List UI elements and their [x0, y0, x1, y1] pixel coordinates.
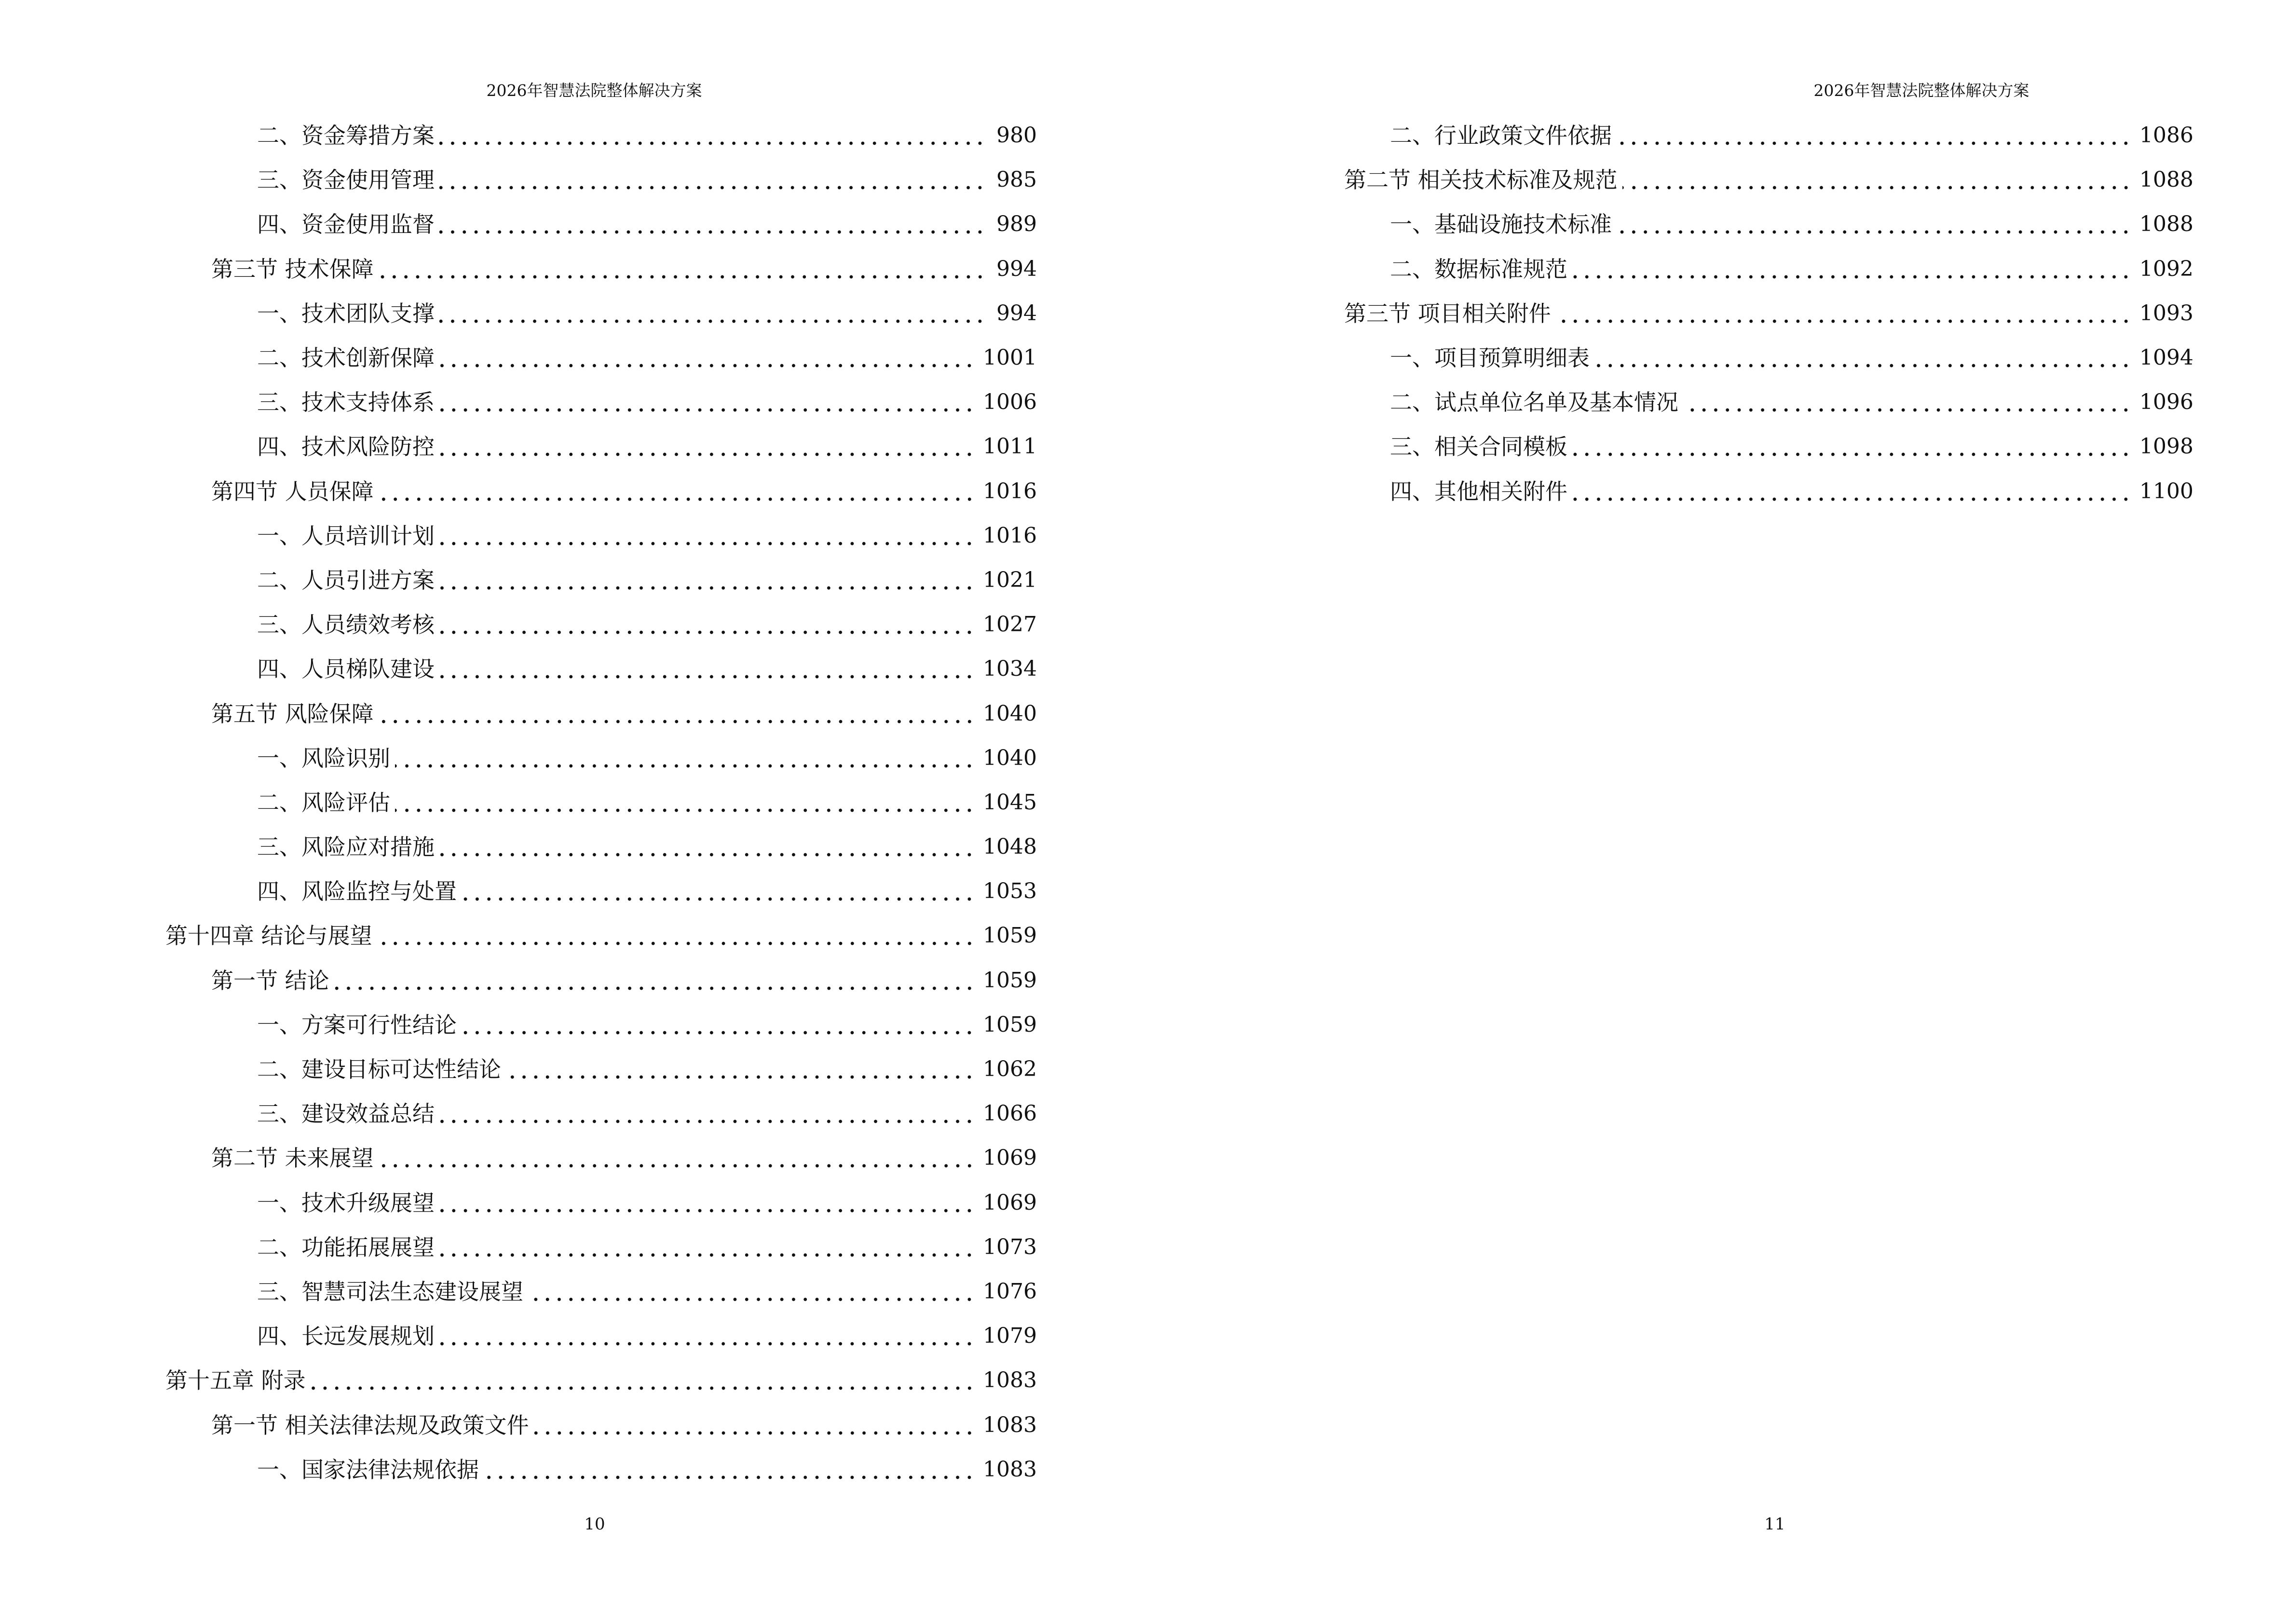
toc-entry-title: 四、风险监控与处置 — [257, 869, 462, 914]
toc-subsection-entry[interactable] — [0, 825, 1037, 869]
toc-subsection-entry[interactable] — [0, 380, 1037, 424]
toc-entry-title: 第十四章 结论与展望 — [165, 914, 377, 958]
toc-entry-page-number: 1079 — [983, 1324, 1037, 1349]
toc-entry-title: 一、技术升级展望 — [257, 1181, 439, 1225]
toc-entry-title: 一、方案可行性结论 — [257, 1003, 462, 1047]
toc-section-entry[interactable] — [0, 1403, 1037, 1447]
toc-entry-title: 三、智慧司法生态建设展望 — [257, 1269, 528, 1314]
toc-section-entry[interactable] — [0, 958, 1037, 1003]
toc-subsection-entry[interactable] — [0, 780, 1037, 825]
toc-entry-title: 一、国家法律法规依据 — [257, 1447, 484, 1492]
toc-entry-page-number: 1001 — [983, 345, 1037, 370]
toc-entry-title: 一、风险识别 — [257, 736, 395, 780]
toc-entry-title: 第一节 相关法律法规及政策文件 — [211, 1403, 534, 1447]
toc-subsection-entry[interactable] — [0, 336, 1037, 380]
toc-entry-page-number: 1069 — [983, 1146, 1037, 1171]
toc-subsection-entry[interactable] — [0, 291, 1037, 336]
toc-entry-title: 第五节 风险保障 — [211, 692, 379, 736]
toc-entry-page-number: 1092 — [2139, 256, 2193, 281]
toc-entry-title: 四、其他相关附件 — [1390, 469, 1572, 514]
toc-entry-page-number: 1048 — [983, 834, 1037, 860]
toc-entry-title: 一、项目预算明细表 — [1390, 336, 1594, 380]
dot-leader — [439, 1181, 975, 1225]
toc-subsection-entry[interactable] — [0, 1225, 1037, 1269]
dot-leader — [439, 202, 986, 246]
toc-entry-page-number: 1016 — [983, 523, 1037, 548]
toc-subsection-entry[interactable] — [0, 424, 1037, 469]
toc-entry-title: 第四节 人员保障 — [211, 469, 379, 514]
toc-subsection-entry[interactable] — [0, 514, 1037, 558]
toc-subsection-entry[interactable] — [1144, 380, 2193, 424]
dot-leader — [534, 1403, 975, 1447]
dot-leader — [1594, 336, 2132, 380]
dot-leader — [439, 291, 986, 336]
toc-entry-title: 二、试点单位名单及基本情况 — [1390, 380, 1683, 424]
toc-entry-title: 第一节 结论 — [211, 958, 334, 1003]
toc-section-entry[interactable] — [0, 469, 1037, 514]
toc-entry-page-number: 1088 — [2139, 212, 2193, 237]
toc-entry-title: 三、相关合同模板 — [1390, 424, 1572, 469]
toc-entry-page-number: 1062 — [983, 1057, 1037, 1082]
toc-entry-page-number: 1083 — [983, 1412, 1037, 1437]
dot-leader — [395, 736, 975, 780]
dot-leader — [1572, 247, 2132, 291]
toc-subsection-entry[interactable] — [0, 1181, 1037, 1225]
toc-subsection-entry[interactable] — [1144, 113, 2193, 158]
dot-leader — [439, 1314, 975, 1358]
dot-leader — [395, 780, 975, 825]
toc-entry-title: 一、基础设施技术标准 — [1390, 202, 1617, 246]
toc-entry-page-number: 985 — [996, 167, 1037, 192]
running-header: 2026年智慧法院整体解决方案 — [1813, 81, 2029, 100]
toc-entry-title: 三、建设效益总结 — [257, 1092, 439, 1136]
toc-section-entry[interactable] — [0, 691, 1037, 736]
table-of-contents — [1144, 113, 2193, 514]
toc-entry-title: 四、长远发展规划 — [257, 1314, 439, 1358]
dot-leader — [1622, 158, 2132, 202]
dot-leader — [528, 1269, 975, 1314]
dot-leader — [439, 825, 975, 869]
toc-section-entry[interactable] — [1144, 291, 2193, 336]
toc-section-entry[interactable] — [0, 1136, 1037, 1180]
toc-subsection-entry[interactable] — [0, 736, 1037, 780]
dot-leader — [439, 602, 975, 647]
toc-subsection-entry[interactable] — [0, 113, 1037, 158]
dot-leader — [1572, 424, 2132, 469]
toc-entry-title: 第十五章 附录 — [165, 1358, 311, 1403]
dot-leader — [439, 1225, 975, 1269]
toc-entry-title: 二、建设目标可达性结论 — [257, 1047, 506, 1092]
toc-entry-page-number: 1083 — [983, 1457, 1037, 1482]
dot-leader — [462, 1003, 975, 1047]
dot-leader — [506, 1047, 975, 1092]
dot-leader — [311, 1358, 975, 1403]
dot-leader — [1617, 113, 2132, 158]
toc-subsection-entry[interactable] — [1144, 247, 2193, 291]
toc-section-entry[interactable] — [0, 247, 1037, 291]
toc-chapter-entry[interactable] — [0, 914, 1037, 958]
toc-chapter-entry[interactable] — [0, 1358, 1037, 1403]
toc-entry-title: 二、资金筹措方案 — [257, 113, 439, 158]
toc-entry-page-number: 1053 — [983, 879, 1037, 904]
toc-entry-page-number: 1040 — [983, 701, 1037, 726]
toc-entry-page-number: 1059 — [983, 1012, 1037, 1037]
toc-subsection-entry[interactable] — [0, 869, 1037, 914]
toc-entry-page-number: 1021 — [983, 567, 1037, 592]
toc-entry-page-number: 1094 — [2139, 345, 2193, 370]
toc-entry-page-number: 1027 — [983, 612, 1037, 637]
toc-entry-page-number: 1069 — [983, 1190, 1037, 1215]
toc-entry-page-number: 1059 — [983, 923, 1037, 948]
toc-entry-page-number: 994 — [996, 300, 1037, 326]
toc-entry-page-number: 1083 — [983, 1368, 1037, 1393]
toc-entry-title: 四、资金使用监督 — [257, 202, 439, 246]
toc-entry-page-number: 1100 — [2139, 478, 2193, 504]
dot-leader — [379, 469, 975, 514]
toc-subsection-entry[interactable] — [0, 602, 1037, 647]
toc-entry-title: 一、人员培训计划 — [257, 514, 439, 558]
toc-entry-page-number: 1073 — [983, 1234, 1037, 1259]
toc-entry-title: 第二节 未来展望 — [211, 1136, 379, 1180]
toc-entry-title: 三、资金使用管理 — [257, 158, 439, 202]
toc-entry-title: 二、人员引进方案 — [257, 558, 439, 602]
dot-leader — [439, 514, 975, 558]
dot-leader — [439, 1092, 975, 1136]
dot-leader — [439, 158, 986, 202]
toc-entry-title: 三、技术支持体系 — [257, 380, 439, 424]
toc-subsection-entry[interactable] — [0, 1047, 1037, 1092]
toc-subsection-entry[interactable] — [0, 647, 1037, 691]
toc-entry-title: 三、风险应对措施 — [257, 825, 439, 869]
toc-entry-page-number: 1045 — [983, 790, 1037, 815]
dot-leader — [439, 647, 975, 691]
toc-entry-page-number: 1076 — [983, 1279, 1037, 1304]
toc-section-entry[interactable] — [1144, 158, 2193, 202]
toc-entry-title: 第三节 技术保障 — [211, 247, 379, 291]
toc-subsection-entry[interactable] — [0, 158, 1037, 202]
page-number: 10 — [584, 1515, 605, 1534]
toc-entry-title: 一、技术团队支撑 — [257, 291, 439, 336]
toc-subsection-entry[interactable] — [0, 1003, 1037, 1047]
toc-entry-title: 第二节 相关技术标准及规范 — [1344, 158, 1622, 202]
toc-entry-title: 四、技术风险防控 — [257, 424, 439, 469]
toc-entry-title: 二、技术创新保障 — [257, 336, 439, 380]
toc-entry-page-number: 989 — [996, 212, 1037, 237]
toc-entry-page-number: 980 — [996, 123, 1037, 148]
page-number: 11 — [1764, 1515, 1785, 1534]
dot-leader — [439, 558, 975, 602]
toc-entry-page-number: 1088 — [2139, 167, 2193, 192]
right-page — [1144, 0, 2287, 1624]
dot-leader — [484, 1447, 975, 1492]
toc-entry-page-number: 994 — [996, 256, 1037, 281]
toc-entry-page-number: 1066 — [983, 1101, 1037, 1126]
toc-entry-page-number: 1098 — [2139, 434, 2193, 459]
dot-leader — [1617, 202, 2132, 246]
toc-entry-page-number: 1096 — [2139, 390, 2193, 415]
toc-entry-page-number: 1040 — [983, 745, 1037, 770]
toc-entry-page-number: 1034 — [983, 656, 1037, 682]
dot-leader — [439, 424, 975, 469]
toc-entry-title: 第三节 项目相关附件 — [1344, 291, 1556, 336]
toc-entry-page-number: 1006 — [983, 390, 1037, 415]
dot-leader — [462, 869, 975, 914]
dot-leader — [1683, 380, 2132, 424]
toc-subsection-entry[interactable] — [0, 1447, 1037, 1492]
toc-subsection-entry[interactable] — [1144, 424, 2193, 469]
dot-leader — [379, 247, 986, 291]
dot-leader — [377, 914, 975, 958]
toc-subsection-entry[interactable] — [1144, 336, 2193, 380]
toc-subsection-entry[interactable] — [0, 1269, 1037, 1314]
toc-entry-title: 三、人员绩效考核 — [257, 602, 439, 647]
dot-leader — [439, 380, 975, 424]
toc-subsection-entry[interactable] — [0, 1314, 1037, 1358]
running-header: 2026年智慧法院整体解决方案 — [486, 81, 702, 100]
table-of-contents — [0, 113, 1037, 1492]
toc-subsection-entry[interactable] — [1144, 469, 2193, 514]
dot-leader — [1572, 469, 2132, 514]
dot-leader — [379, 692, 975, 736]
toc-subsection-entry[interactable] — [0, 558, 1037, 602]
toc-entry-title: 二、功能拓展展望 — [257, 1225, 439, 1269]
dot-leader — [379, 1136, 975, 1180]
toc-entry-page-number: 1086 — [2139, 123, 2193, 148]
toc-entry-title: 四、人员梯队建设 — [257, 647, 439, 691]
dot-leader — [439, 113, 986, 158]
toc-entry-title: 二、风险评估 — [257, 780, 395, 825]
toc-entry-page-number: 1059 — [983, 968, 1037, 993]
dot-leader — [1556, 291, 2132, 336]
toc-subsection-entry[interactable] — [1144, 202, 2193, 246]
toc-entry-page-number: 1093 — [2139, 300, 2193, 326]
dot-leader — [439, 336, 975, 380]
toc-entry-title: 二、数据标准规范 — [1390, 247, 1572, 291]
toc-subsection-entry[interactable] — [0, 1092, 1037, 1136]
toc-subsection-entry[interactable] — [0, 202, 1037, 246]
toc-entry-page-number: 1016 — [983, 478, 1037, 504]
toc-entry-page-number: 1011 — [983, 434, 1037, 459]
toc-entry-title: 二、行业政策文件依据 — [1390, 113, 1617, 158]
dot-leader — [334, 958, 975, 1003]
